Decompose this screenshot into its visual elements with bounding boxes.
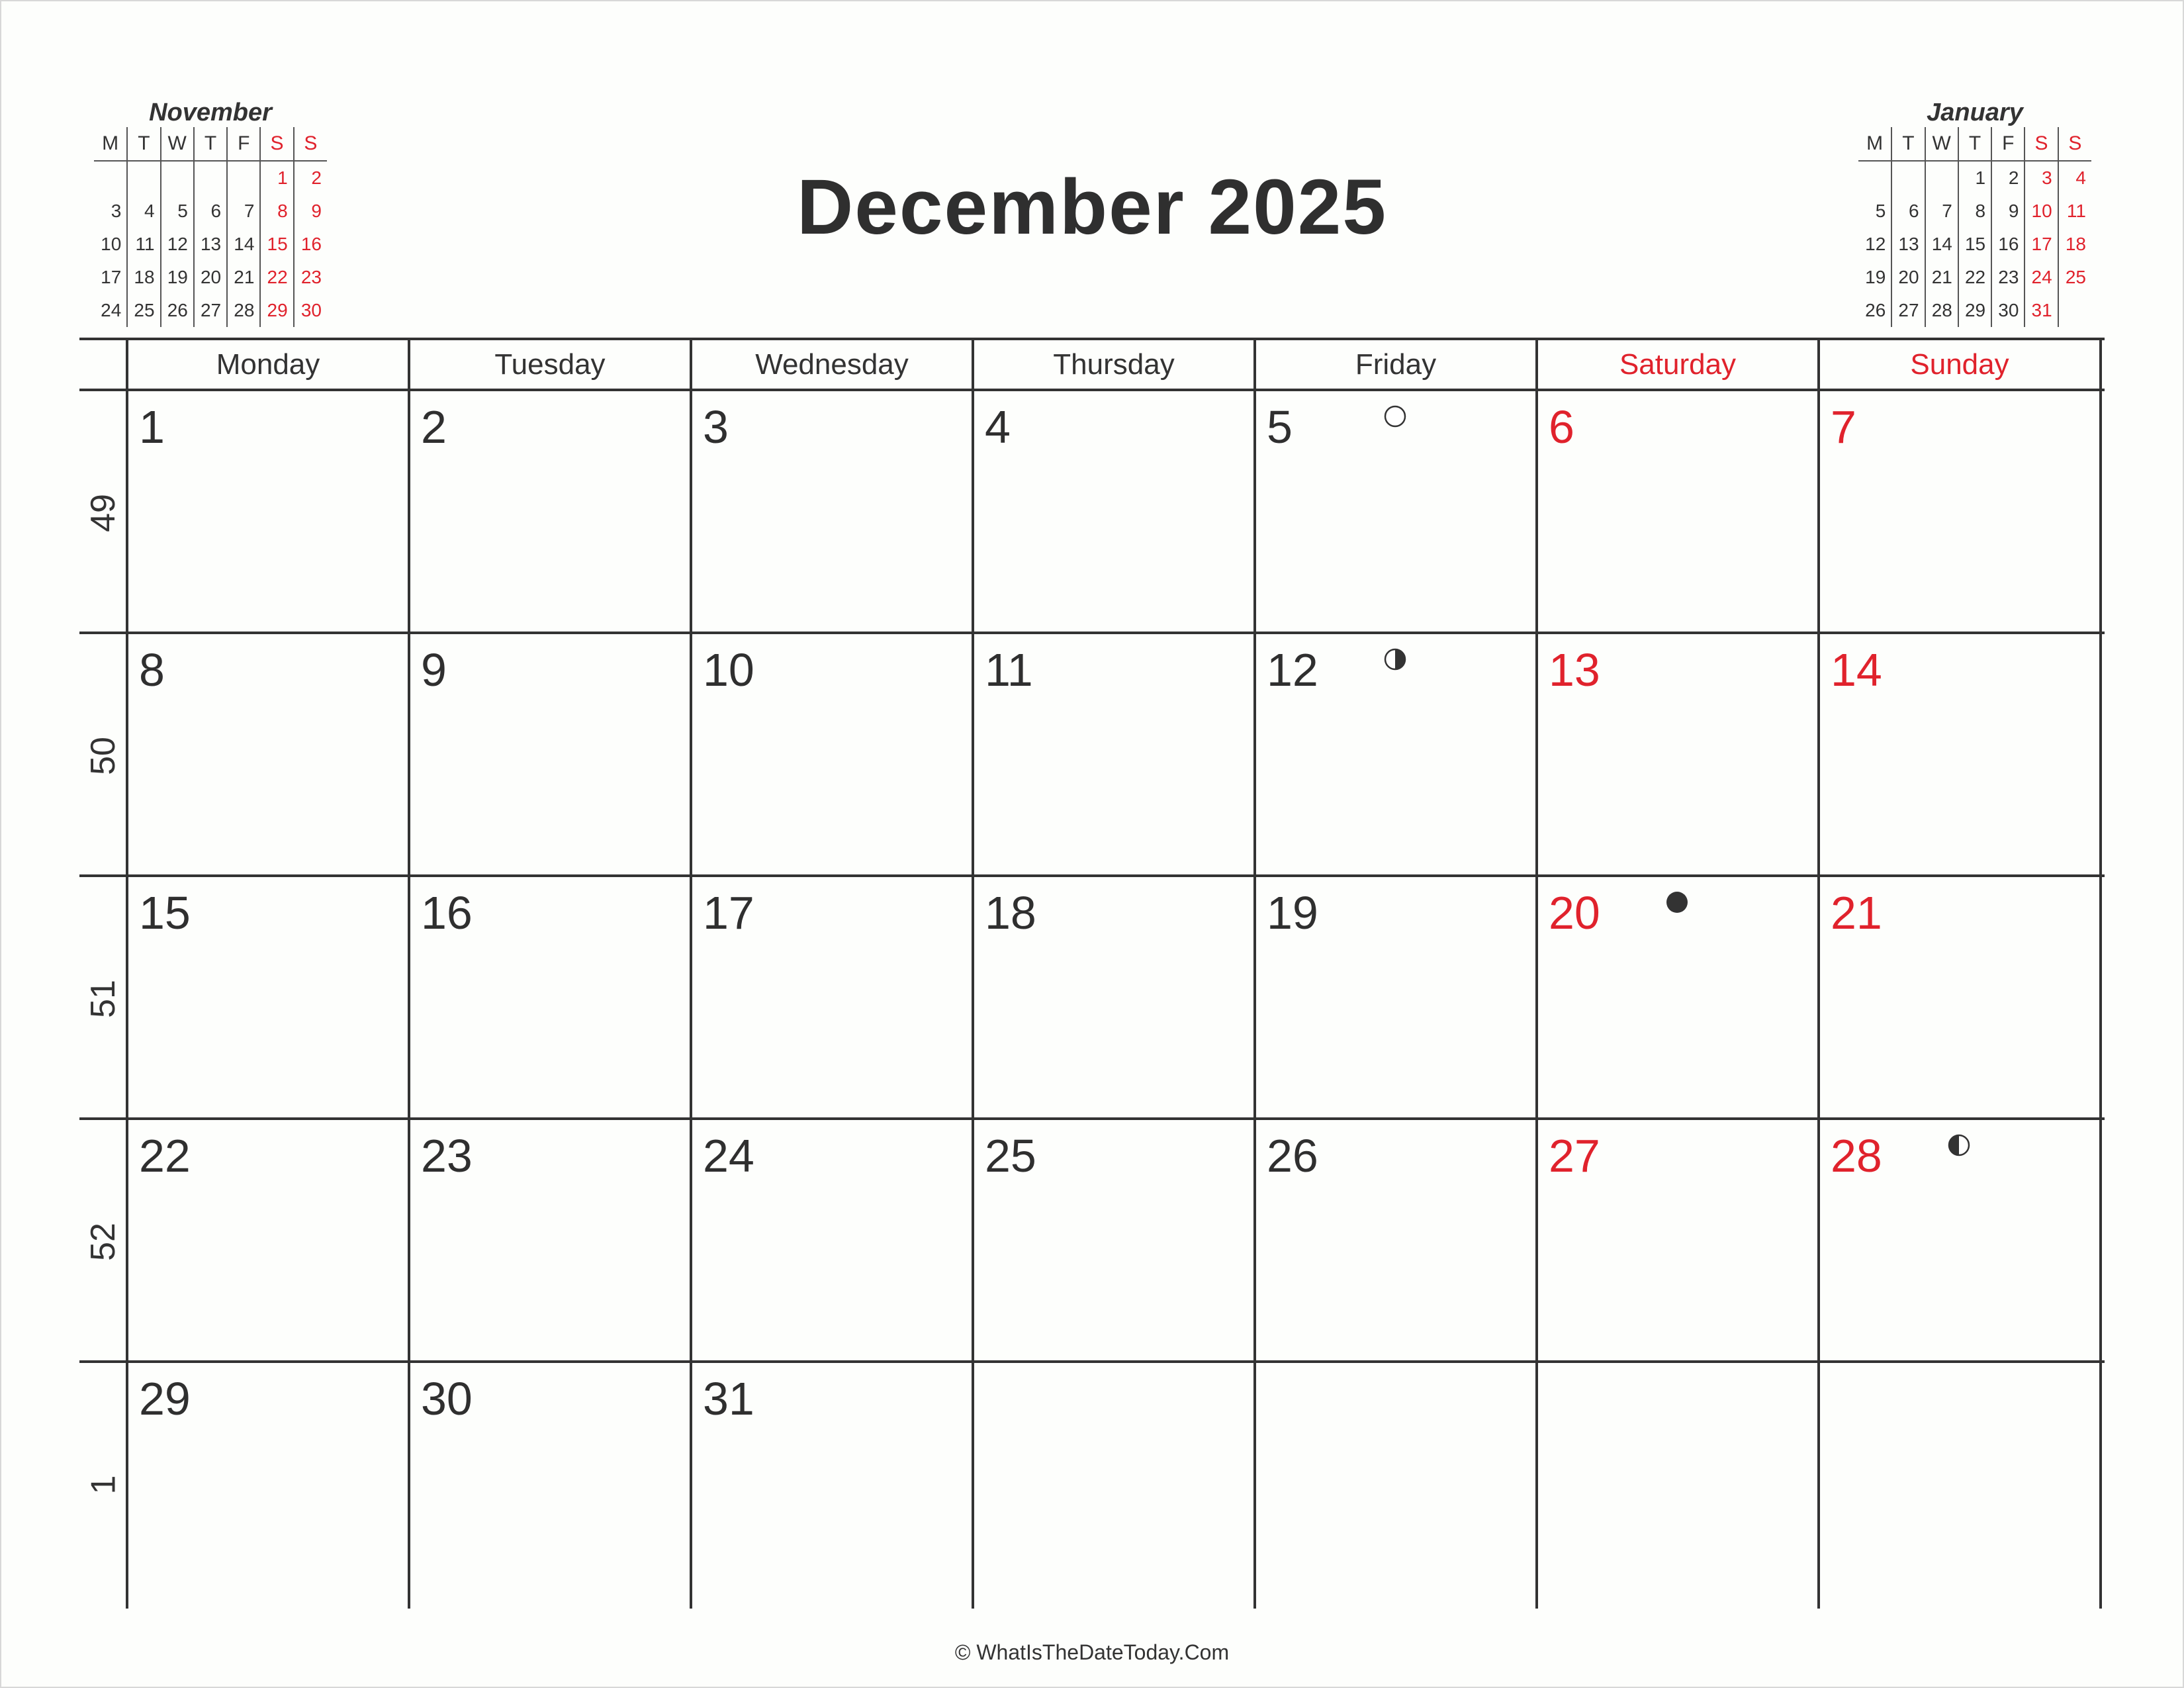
mini-day: 17	[2025, 228, 2058, 261]
mini-day: 21	[1925, 261, 1958, 294]
day-number: 31	[703, 1373, 754, 1425]
mini-day: 6	[194, 195, 227, 228]
mini-day: 23	[1991, 261, 2025, 294]
first-quarter-icon	[1947, 1133, 1971, 1157]
mini-day: 22	[1958, 261, 1991, 294]
new-moon-icon	[1665, 890, 1689, 914]
mini-week-row	[1858, 261, 2091, 294]
mini-day: 3	[111, 201, 122, 221]
mini-day: 8	[260, 195, 293, 228]
mini-day: 18	[2058, 228, 2091, 261]
day-number: 7	[1831, 401, 1856, 453]
mini-week-row	[94, 161, 327, 195]
mini-weekday-header: T	[1958, 127, 1991, 161]
day-number: 11	[985, 644, 1033, 696]
mini-day: 25	[127, 294, 160, 327]
day-cell	[127, 634, 409, 877]
day-cell	[127, 391, 409, 634]
day-number: 27	[1549, 1130, 1600, 1182]
mini-day: 14	[227, 228, 260, 261]
day-number: 24	[703, 1130, 754, 1182]
mini-calendar-month-name: January	[1927, 99, 2023, 126]
mini-day: 14	[1925, 228, 1958, 261]
mini-weekday-header: F	[1991, 127, 2025, 161]
day-number: 21	[1831, 887, 1882, 939]
day-cell	[973, 634, 1255, 877]
mini-weekday-header: M	[94, 127, 127, 161]
mini-day: 8	[1958, 195, 1991, 228]
weekday-header-friday: Friday	[1355, 348, 1437, 381]
weekday-header-tuesday: Tuesday	[494, 348, 606, 381]
week-number: 1	[83, 1475, 122, 1494]
mini-day: 9	[294, 195, 327, 228]
mini-day: 15	[260, 228, 293, 261]
day-number: 20	[1549, 887, 1600, 939]
weekday-header-sunday: Sunday	[1910, 348, 2009, 381]
mini-weekday-header: M	[1858, 127, 1891, 161]
weekday-header-wednesday: Wednesday	[755, 348, 909, 381]
mini-week-row	[94, 261, 327, 294]
mini-day: 2	[294, 161, 327, 195]
last-quarter-icon	[1383, 647, 1407, 671]
mini-weekday-header: S	[260, 127, 293, 161]
day-number: 17	[703, 887, 754, 939]
mini-day: 4	[127, 195, 160, 228]
week-number: 50	[84, 736, 122, 775]
day-number: 6	[1549, 401, 1574, 453]
mini-day: 4	[2058, 161, 2091, 195]
mini-day: 5	[161, 195, 194, 228]
mini-day: 1	[260, 161, 293, 195]
mini-weekday-header: T	[127, 127, 160, 161]
day-cell	[973, 877, 1255, 1120]
day-cell	[1255, 1120, 1537, 1363]
day-cell	[973, 1363, 1255, 1606]
day-number: 12	[1267, 644, 1318, 696]
mini-day: 7	[227, 195, 260, 228]
day-cell	[127, 1363, 409, 1606]
mini-day: 27	[194, 294, 227, 327]
mini-week-row	[1858, 294, 2091, 327]
day-cell	[1819, 1363, 2101, 1606]
mini-day: 9	[1991, 195, 2025, 228]
day-cell	[409, 1363, 691, 1606]
mini-day: 24	[2025, 261, 2058, 294]
day-cell	[409, 391, 691, 634]
mini-day	[127, 161, 160, 195]
day-cell	[1537, 1120, 1819, 1363]
mini-weekday-header: S	[294, 127, 327, 161]
day-number: 19	[1267, 887, 1318, 939]
mini-day: 7	[1925, 195, 1958, 228]
mini-day	[1891, 161, 1925, 195]
mini-day: 29	[260, 294, 293, 327]
mini-calendar-table	[1858, 127, 2091, 327]
mini-week-row	[1858, 195, 2091, 228]
day-number: 9	[421, 644, 447, 696]
page-title: December 2025	[797, 164, 1387, 251]
day-cell	[1537, 391, 1819, 634]
day-cell	[691, 391, 973, 634]
mini-calendar-previous	[94, 98, 327, 327]
mini-day: 6	[1891, 195, 1925, 228]
day-number: 28	[1831, 1130, 1882, 1182]
day-number: 1	[139, 401, 165, 453]
day-cell	[1255, 391, 1537, 634]
day-number: 26	[1267, 1130, 1318, 1182]
mini-day: 1	[1958, 161, 1991, 195]
mini-calendar-table	[94, 127, 327, 327]
mini-day: 26	[1865, 300, 1886, 320]
day-cell	[973, 1120, 1255, 1363]
mini-day: 13	[1891, 228, 1925, 261]
mini-day: 28	[1925, 294, 1958, 327]
mini-day: 11	[127, 228, 160, 261]
mini-day: 30	[1991, 294, 2025, 327]
week-number: 49	[84, 493, 122, 532]
mini-day: 20	[194, 261, 227, 294]
day-cell	[1255, 1363, 1537, 1606]
day-cell	[409, 634, 691, 877]
day-number: 29	[139, 1373, 191, 1425]
day-number: 4	[985, 401, 1011, 453]
mini-weekday-header: T	[1891, 127, 1925, 161]
day-cell	[973, 391, 1255, 634]
day-cell	[1537, 634, 1819, 877]
day-number: 15	[139, 887, 191, 939]
mini-day: 18	[127, 261, 160, 294]
day-number: 13	[1549, 644, 1600, 696]
mini-day: 28	[227, 294, 260, 327]
mini-weekday-header: W	[1925, 127, 1958, 161]
day-number: 10	[703, 644, 754, 696]
mini-day: 12	[161, 228, 194, 261]
mini-day: 29	[1958, 294, 1991, 327]
day-cell	[1819, 877, 2101, 1120]
day-number: 2	[421, 401, 447, 453]
day-cell	[1255, 877, 1537, 1120]
weekday-header-thursday: Thursday	[1053, 348, 1175, 381]
mini-day	[227, 161, 260, 195]
mini-weekday-header: F	[227, 127, 260, 161]
mini-day	[161, 161, 194, 195]
mini-weekday-header: W	[161, 127, 194, 161]
mini-day: 2	[1991, 161, 2025, 195]
mini-day: 31	[2025, 294, 2058, 327]
day-cell	[1819, 1120, 2101, 1363]
full-moon-icon	[1383, 404, 1407, 428]
mini-day	[2058, 294, 2091, 327]
mini-day: 10	[2025, 195, 2058, 228]
footer-copyright: © WhatIsTheDateToday.Com	[954, 1640, 1230, 1664]
mini-day	[1858, 161, 1891, 195]
month-grid	[79, 338, 2105, 1609]
mini-week-row	[94, 294, 327, 327]
day-cell	[127, 1120, 409, 1363]
mini-weekday-header: T	[194, 127, 227, 161]
day-cell	[409, 877, 691, 1120]
day-cell	[691, 1363, 973, 1606]
mini-weekday-header: S	[2058, 127, 2091, 161]
week-number: 52	[84, 1222, 122, 1261]
mini-day: 15	[1958, 228, 1991, 261]
mini-day: 12	[1865, 234, 1886, 254]
mini-day: 26	[161, 294, 194, 327]
weekday-header-monday: Monday	[216, 348, 320, 381]
day-number: 3	[703, 401, 729, 453]
day-number: 5	[1267, 401, 1293, 453]
day-cell	[691, 877, 973, 1120]
mini-day: 16	[294, 228, 327, 261]
mini-day: 22	[260, 261, 293, 294]
day-number: 30	[421, 1373, 473, 1425]
day-number: 25	[985, 1130, 1036, 1182]
mini-weekday-header: S	[2025, 127, 2058, 161]
mini-week-row	[1858, 161, 2091, 195]
day-cell	[1255, 634, 1537, 877]
mini-day: 27	[1891, 294, 1925, 327]
week-number: 51	[84, 979, 122, 1018]
day-cell	[1819, 634, 2101, 877]
day-cell	[1537, 877, 1819, 1120]
mini-day: 11	[2058, 195, 2091, 228]
day-cell	[1537, 1363, 1819, 1606]
mini-day: 25	[2058, 261, 2091, 294]
day-number: 23	[421, 1130, 473, 1182]
mini-day: 5	[1875, 201, 1886, 221]
day-number: 16	[421, 887, 473, 939]
mini-day: 23	[294, 261, 327, 294]
mini-day: 24	[101, 300, 122, 320]
mini-day	[194, 161, 227, 195]
mini-day: 16	[1991, 228, 2025, 261]
mini-day: 20	[1891, 261, 1925, 294]
mini-day	[94, 161, 127, 195]
mini-week-row	[94, 195, 327, 228]
mini-week-row	[94, 228, 327, 261]
mini-day: 13	[194, 228, 227, 261]
mini-day: 19	[161, 261, 194, 294]
day-number: 22	[139, 1130, 191, 1182]
day-cell	[691, 634, 973, 877]
day-number: 14	[1831, 644, 1882, 696]
mini-day: 21	[227, 261, 260, 294]
mini-day: 10	[101, 234, 122, 254]
mini-day: 3	[2025, 161, 2058, 195]
mini-calendar-next	[1858, 98, 2091, 327]
day-cell	[409, 1120, 691, 1363]
mini-day: 19	[1865, 267, 1886, 287]
mini-day: 17	[101, 267, 122, 287]
mini-week-row	[1858, 228, 2091, 261]
mini-day	[1925, 161, 1958, 195]
mini-day: 30	[294, 294, 327, 327]
mini-calendar-month-name: November	[149, 99, 272, 126]
day-number: 18	[985, 887, 1036, 939]
weekday-header-saturday: Saturday	[1619, 348, 1737, 381]
day-cell	[1819, 391, 2101, 634]
day-cell	[127, 877, 409, 1120]
day-cell	[691, 1120, 973, 1363]
day-number: 8	[139, 644, 165, 696]
